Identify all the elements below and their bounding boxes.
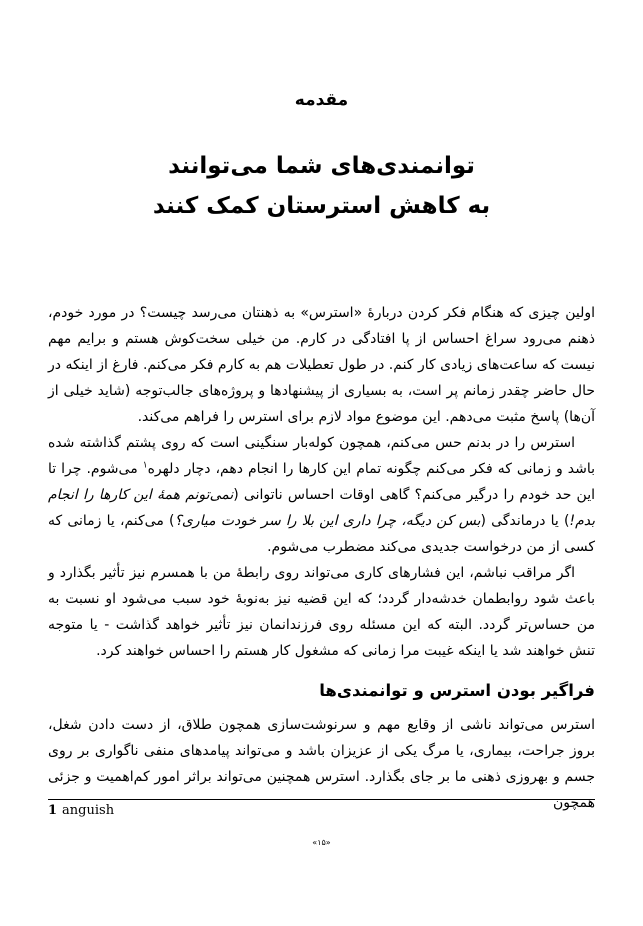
chapter-title <box>0 146 643 226</box>
paragraph-2 <box>48 430 595 560</box>
paragraph-2-italic-2: بس کن دیگه، چرا داری این بلا را سر خودت میاری؟ <box>174 513 481 529</box>
paragraph-2-italic-1: نمی‌تونم همۀ این کارها را انجام بدم! <box>48 487 595 529</box>
footnote-text: anguish <box>62 803 115 818</box>
paragraph-2-segment-1: استرس را در بدنم حس می‌کنم، همچون کوله‌بار سنگینی است که روی پشتم گذاشته شده باشد و زمانی که فکر می‌کنم چگونه تمام این کارها را انجام دهم، دچار دلهره <box>48 435 596 477</box>
paragraph-4: استرس می‌تواند ناشی از وقایع مهم و سرنوشت‌سازی همچون طلاق، از دست دادن شغل، بروز جراحت، بیماری، یا مرگ یکی از عزیزان باشد و می‌تواند پیامدهای منفی ناگواری بر روی جسم و بهروزی ذهنی ما بر جای بگذارد. استرس همچنین می‌تواند براثر امور کم‌اهمیت و جزئی همچون <box>48 717 595 811</box>
footnote-reference-1: ۱ <box>142 460 148 471</box>
chapter-title-line-1: توانمندی‌های شما می‌توانند <box>168 153 475 179</box>
paragraph-3: اگر مراقب نباشم، این فشارهای کاری می‌تواند روی رابطۀ من با همسرم نیز تأثیر بگذارد و باعث شود روابطمان خدشه‌دار گردد؛ که این قضیه نیز به‌نوبۀ خود سبب می‌شود او نسبت به من حساس‌تر گردد. البته که این مسئله روی فرزندانمان نیز تأثیر خواهد گذاشت - یا متوجه تنش خواهند شد یا اینکه غیبت مرا زمانی که مشغول کار هستم را احساس خواهند کرد. <box>48 565 595 659</box>
section-heading: فراگیر بودن استرس و توانمندی‌ها <box>319 681 595 700</box>
paragraph-2-segment-4: ) می‌کنم، یا زمانی که کسی از من درخواست جدیدی می‌کند مضطرب می‌شوم. <box>48 513 595 555</box>
paragraph-2-segment-2: می‌شوم. چرا تا این حد خودم را درگیر می‌کنم؟ گاهی اوقات احساس ناتوانی ( <box>48 461 595 503</box>
chapter-kicker: مقدمه <box>294 90 349 110</box>
body-text <box>48 300 595 816</box>
footnote-marker: 1 <box>48 803 58 818</box>
paragraph-1: اولین چیزی که هنگام فکر کردن دربارۀ «استرس» به ذهنتان می‌رسد چیست؟ در مورد خودم، ذهنم می‌رود سراغ احساس از پا افتادگی در کارم. من خیلی سخت‌کوش هستم و برایم مهم نیست که ساعت‌های زیادی کار کنم. در طول تعطیلات هم به کارم فکر می‌کنم. فارغ از اینکه در حال حاضر چقدر زمانم پر است، به بسیاری از پیشنهادها و پروژه‌های جالب‌توجه (شاید خیلی از آن‌ها) پاسخ مثبت می‌دهم. این موضوع مواد لازم برای استرس را فراهم می‌کند. <box>48 305 595 425</box>
page-number: «۱۵» <box>312 838 331 847</box>
chapter-title-line-2: به کاهش استرستان کمک کنند <box>152 193 491 219</box>
footnote-block <box>48 799 595 818</box>
paragraph-2-segment-3: ) یا درماندگی ( <box>480 513 570 529</box>
